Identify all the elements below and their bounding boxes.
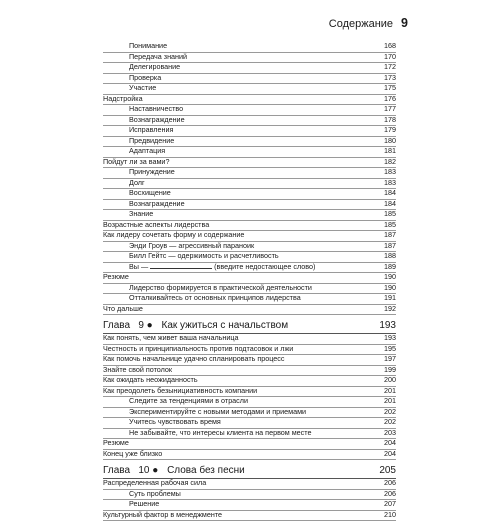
toc-entry-title: Экспериментируйте с новыми методами и приемами — [103, 407, 380, 418]
toc-entry — [103, 450, 396, 461]
toc-entry-title: Участие — [103, 83, 380, 94]
toc-entry-title: Вознаграждение — [103, 115, 380, 126]
toc-page-number: 180 — [380, 136, 396, 147]
toc-page-number: 185 — [380, 209, 396, 220]
toc-entry-title-part: Вы — — [129, 262, 148, 271]
header-page-number: 9 — [401, 16, 408, 30]
toc-chapter-title — [103, 319, 379, 333]
toc-page-number: 197 — [380, 354, 396, 365]
toc-entry-title: Передача знаний — [103, 52, 380, 63]
toc-entry-title: Предвидение — [103, 136, 380, 147]
toc-page-number: 201 — [380, 386, 396, 397]
toc-page-number: 173 — [380, 73, 396, 84]
toc-page-number: 205 — [379, 464, 396, 478]
toc-page-number: 175 — [380, 83, 396, 94]
toc-entry-title: Конец уже близко — [103, 449, 380, 460]
toc-page-number: 203 — [380, 428, 396, 439]
toc-page-number: 168 — [380, 41, 396, 52]
toc-page-number: 207 — [380, 499, 396, 510]
toc-entry-title: Распределенная рабочая сила — [103, 478, 380, 489]
header-section-title: Содержание — [329, 18, 393, 30]
toc-entry-title: Резюме — [103, 272, 380, 283]
table-of-contents — [103, 42, 396, 521]
toc-page-number: 183 — [380, 167, 396, 178]
running-header — [329, 16, 408, 30]
toc-entry-title: Знание — [103, 209, 380, 220]
toc-page-number: 190 — [380, 272, 396, 283]
toc-entry-title: Суть проблемы — [103, 489, 380, 500]
toc-entry-title: Отталкивайтесь от основных принципов лидерства — [103, 293, 380, 304]
toc-entry-title: Не забывайте, что интересы клиента на первом месте — [103, 428, 380, 439]
toc-entry-title: Учитесь чувствовать время — [103, 417, 380, 428]
chapter-title-text: Как ужиться с начальством — [162, 320, 289, 331]
toc-entry-title: Вознаграждение — [103, 199, 380, 210]
toc-entry-title: Принуждение — [103, 167, 380, 178]
toc-page-number: 187 — [380, 230, 396, 241]
toc-page-number: 188 — [380, 251, 396, 262]
toc-entry-title: Знайте свой потолок — [103, 365, 380, 376]
toc-page-number: 192 — [380, 304, 396, 315]
toc-page-number: 189 — [380, 262, 396, 273]
toc-page-number: 204 — [380, 438, 396, 449]
toc-entry-title: Проверка — [103, 73, 380, 84]
toc-page-number: 183 — [380, 178, 396, 189]
toc-entry-title: Восхищение — [103, 188, 380, 199]
toc-entry-title: Как понять, чем живет ваша начальница — [103, 333, 380, 344]
toc-entry-title: Возрастные аспекты лидерства — [103, 220, 380, 231]
toc-entry-title: Как ожидать неожиданность — [103, 375, 380, 386]
toc-page-number: 193 — [379, 319, 396, 333]
toc-page-number: 190 — [380, 283, 396, 294]
toc-entry-title: Исправления — [103, 125, 380, 136]
toc-page-number: 177 — [380, 104, 396, 115]
toc-page-number: 181 — [380, 146, 396, 157]
toc-entry-title: Понимание — [103, 41, 380, 52]
toc-entry-title: Пойдут ли за вами? — [103, 157, 380, 168]
toc-page-number: 172 — [380, 62, 396, 73]
toc-entry-title: Как лидеру сочетать форму и содержание — [103, 230, 380, 241]
toc-entry — [103, 511, 396, 521]
chapter-number: Глава 10 ● — [103, 465, 161, 476]
toc-page-number: 179 — [380, 125, 396, 136]
toc-chapter-title — [103, 464, 379, 478]
toc-entry-title: Честность и принципиальность против подтасовок и лжи — [103, 344, 380, 355]
toc-entry-title: Адаптация — [103, 146, 380, 157]
toc-page-number: 185 — [380, 220, 396, 231]
toc-page-number: 184 — [380, 188, 396, 199]
toc-entry-title: Долг — [103, 178, 380, 189]
toc-entry-title: Делегирование — [103, 62, 380, 73]
toc-entry-title: Билл Гейтс — одержимость и расчетливость — [103, 251, 380, 262]
toc-page-number: 184 — [380, 199, 396, 210]
toc-page-number: 202 — [380, 417, 396, 428]
toc-page-number: 195 — [380, 344, 396, 355]
chapter-title-text: Слова без песни — [167, 465, 245, 476]
toc-page-number: 182 — [380, 157, 396, 168]
toc-page-number: 170 — [380, 52, 396, 63]
toc-entry-title: Что дальше — [103, 304, 380, 315]
toc-page-number: 201 — [380, 396, 396, 407]
toc-entry-title: Лидерство формируется в практической деятельности — [103, 283, 380, 294]
toc-entry-title: Культурный фактор в менеджменте — [103, 510, 380, 521]
toc-entry-title: Следите за тенденциями в отрасли — [103, 396, 380, 407]
toc-page-number: 210 — [380, 510, 396, 521]
toc-entry-title: Решение — [103, 499, 380, 510]
toc-page-number: 178 — [380, 115, 396, 126]
toc-entry — [103, 305, 396, 316]
toc-page-number: 191 — [380, 293, 396, 304]
toc-entry-title: Надстройка — [103, 94, 380, 105]
toc-page-number: 176 — [380, 94, 396, 105]
toc-entry-title: Как преодолеть безынициативность компании — [103, 386, 380, 397]
toc-entry-title: Как помочь начальнице удачно спланировать процесс — [103, 354, 380, 365]
toc-page-number: 202 — [380, 407, 396, 418]
toc-page-number: 204 — [380, 449, 396, 460]
toc-entry-title-part: (введите недостающее слово) — [214, 262, 315, 271]
toc-page-number: 187 — [380, 241, 396, 252]
toc-chapter-heading — [103, 462, 396, 479]
toc-page-number: 193 — [380, 333, 396, 344]
toc-entry-title: Наставничество — [103, 104, 380, 115]
toc-entry-title: Резюме — [103, 438, 380, 449]
toc-page-number: 206 — [380, 478, 396, 489]
toc-page-number: 199 — [380, 365, 396, 376]
toc-page-number: 200 — [380, 375, 396, 386]
toc-chapter-heading — [103, 317, 396, 334]
toc-entry-title — [103, 262, 380, 273]
toc-entry-title: Энди Гроув — агрессивный параноик — [103, 241, 380, 252]
toc-page-number: 206 — [380, 489, 396, 500]
fill-in-blank-line — [150, 262, 212, 269]
chapter-number: Глава 9 ● — [103, 320, 156, 331]
